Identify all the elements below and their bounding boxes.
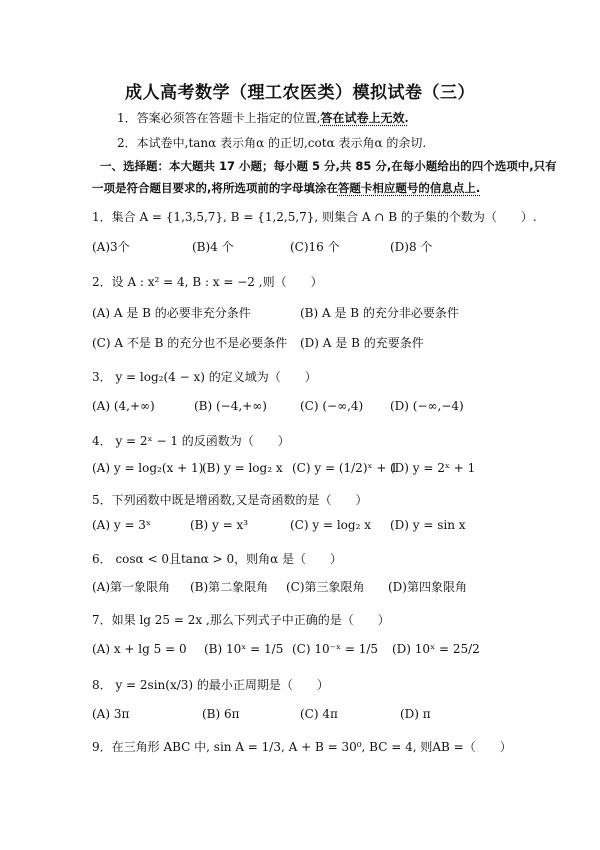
question-3-options [92, 399, 512, 419]
option-d: (D) y = sin x [390, 518, 466, 532]
question-5-options [92, 518, 512, 538]
option-b: (B)4 个 [192, 240, 234, 254]
option-a: (A) A 是 B 的必要非充分条件 [92, 306, 251, 320]
option-b: (B)第二象限角 [190, 580, 269, 594]
note-1 [117, 109, 409, 126]
question-2-options-row2 [92, 334, 512, 354]
section-heading-plain: 一项是符合题目要求的,将所选项前的字母填涂在 [92, 181, 338, 195]
question-7-stem: 7．如果 lg 25 = 2x ,那么下列式子中正确的是（ ） [92, 613, 390, 627]
option-b: (B) (−4,+∞) [194, 399, 267, 413]
question-4-stem: 4． y = 2ˣ − 1 的反函数为（ ） [92, 434, 290, 448]
option-b: (B) A 是 B 的充分非必要条件 [300, 306, 459, 320]
option-a: (A) x + lg 5 = 0 [92, 642, 187, 656]
question-5-stem: 5．下列函数中既是增函数,又是奇函数的是（ ） [92, 493, 368, 507]
question-8-stem: 8． y = 2sin(x/3) 的最小正周期是（ ） [92, 678, 329, 692]
question-1-stem: 1．集合 A = {1,3,5,7}, B = {1,2,5,7}, 则集合 A ∩ B 的子集的个数为（ ）. [92, 210, 537, 224]
option-c: (C) A 不是 B 的充分也不是必要条件 [92, 336, 288, 350]
option-d: (D) 10ˣ = 25/2 [392, 642, 480, 656]
option-c: (C)第三象限角 [286, 580, 365, 594]
question-6-stem: 6． cosα < 0且tanα > 0，则角α 是（ ） [92, 552, 343, 566]
option-a: (A) (4,+∞) [92, 399, 155, 413]
option-c: (C) (−∞,4) [300, 399, 364, 413]
page-title: 成人高考数学（理工农医类）模拟试卷（三） [125, 83, 475, 103]
section-heading-line1: 一、选择题：本大题共 17 小题；每小题 5 分,共 85 分,在每小题给出的四个选项中,只有 [100, 159, 557, 173]
question-9-stem: 9．在三角形 ABC 中, sin A = 1/3, A + B = 30⁰, BC = 4, 则AB =（ ） [92, 740, 512, 754]
option-c: (C) 4π [300, 707, 338, 721]
note-1-text: 1．答案必须答在答题卡上指定的位置, [117, 111, 321, 125]
option-d: (D)第四象限角 [388, 580, 467, 594]
note-2: 2．本试卷中,tanα 表示角α 的正切,cotα 表示角α 的余切. [117, 136, 427, 150]
question-8-options [92, 707, 512, 727]
note-1-emphasis: 答在试卷上无效. [320, 111, 409, 125]
question-2-stem: 2．设 A : x² = 4, B : x = −2 ,则（ ） [92, 275, 323, 289]
option-a: (A) 3π [92, 707, 130, 721]
option-c: (C) y = (1/2)ˣ + 1 [292, 461, 398, 475]
option-d: (D) (−∞,−4) [390, 399, 464, 413]
option-c: (C)16 个 [290, 240, 340, 254]
option-b: (B) 10ˣ = 1/5 [204, 642, 284, 656]
question-2-options-row1 [92, 304, 512, 324]
option-d: (D) A 是 B 的充要条件 [300, 336, 424, 350]
section-heading-dotted: 答题卡相应题号的信息点上. [337, 181, 481, 195]
option-a: (A)3个 [92, 240, 130, 254]
option-a: (A)第一象限角 [92, 580, 171, 594]
question-7-options [92, 642, 512, 662]
section-heading-line2 [92, 180, 480, 196]
question-6-options [92, 578, 512, 598]
option-c: (C) y = log₂ x [290, 518, 371, 532]
option-b: (B) 6π [202, 707, 240, 721]
option-d: (D)8 个 [390, 240, 433, 254]
option-a: (A) y = 3ˣ [92, 518, 152, 532]
question-4-options [92, 461, 512, 481]
option-b: (B) y = log₂ x [202, 461, 283, 475]
option-c: (C) 10⁻ˣ = 1/5 [292, 642, 379, 656]
question-1-options [92, 238, 512, 258]
question-3-stem: 3． y = log₂(4 − x) 的定义域为（ ） [92, 370, 317, 384]
option-d: (D) y = 2ˣ + 1 [390, 461, 476, 475]
option-d: (D) π [400, 707, 431, 721]
option-b: (B) y = x³ [190, 518, 249, 532]
option-a: (A) y = log₂(x + 1) [92, 461, 204, 475]
